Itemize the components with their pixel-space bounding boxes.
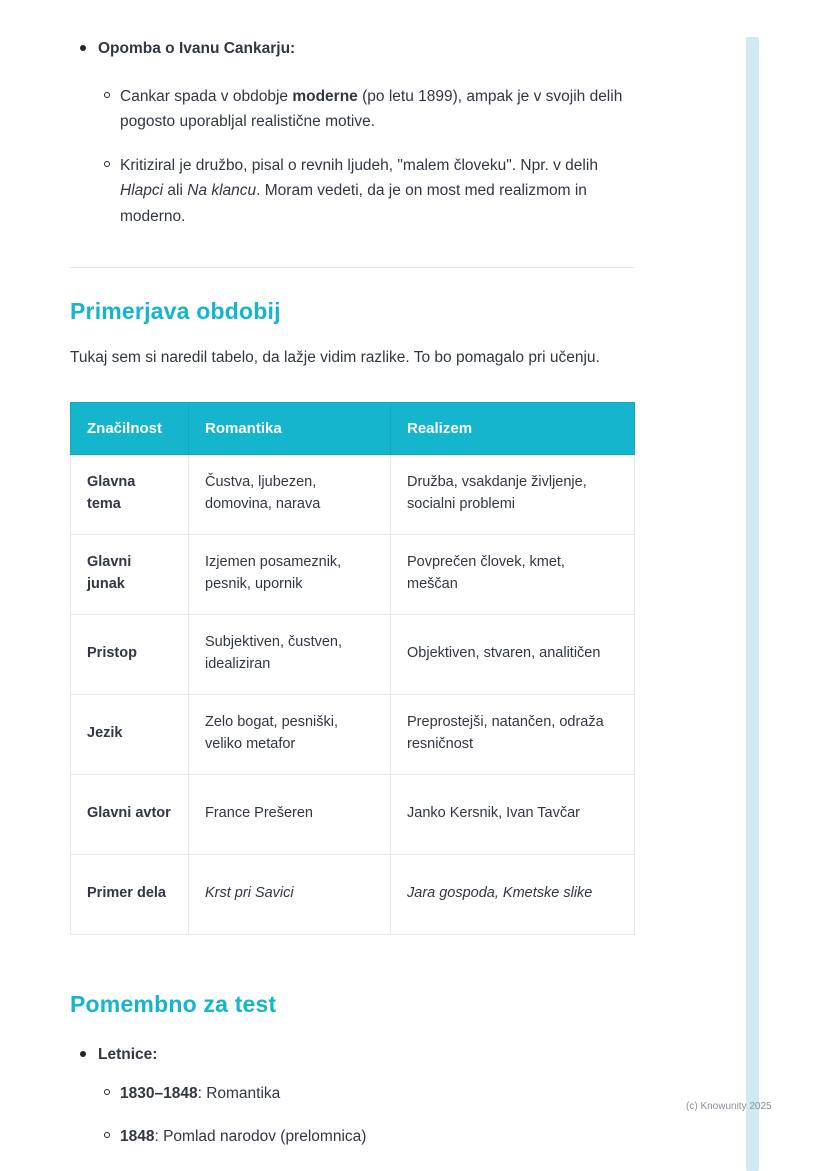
- cell-feature: Primer dela: [71, 854, 189, 934]
- cell-feature: Jezik: [71, 694, 189, 774]
- bullet-circle-icon: [104, 1132, 110, 1138]
- footer-credit: (c) Knowunity 2025: [686, 1101, 772, 1112]
- note-sub1-post: (po letu 1899), ampak je v svojih delih pogosto uporabljal realistične motive.: [120, 87, 623, 131]
- comparison-table: [70, 402, 635, 935]
- comparison-intro: Tukaj sem si naredil tabelo, da lažje vidim razlike. To bo pomagalo pri učenju.: [70, 349, 600, 367]
- note-sub1-pre: Cankar spada v obdobje: [120, 87, 293, 105]
- document-content: [70, 36, 634, 1149]
- bullet-circle-icon: [104, 161, 110, 167]
- table-header-row: [71, 402, 635, 454]
- note-title: Opomba o Ivanu Cankarju:: [98, 40, 296, 57]
- cell-romantika: Čustva, ljubezen, domovina, narava: [189, 454, 391, 534]
- table-row: [71, 854, 635, 934]
- bullet-circle-icon: [104, 1089, 110, 1095]
- note-sub2-pre: Kritiziral je družbo, pisal o revnih ljudeh, "malem človeku". Npr. v delih: [120, 156, 598, 174]
- note-sub1-bold: moderne: [292, 87, 358, 105]
- note-sub-bullet-1: [70, 84, 634, 135]
- note-sub-bullet-2: [70, 153, 634, 230]
- note-sub2-title1: Hlapci: [120, 182, 164, 200]
- bullet-disc-icon: [80, 1051, 86, 1057]
- section-divider: [70, 267, 634, 268]
- note-sub-text-1: [120, 84, 634, 135]
- cell-feature: Pristop: [71, 614, 189, 694]
- cell-realizem: Objektiven, stvaren, analitičen: [391, 614, 635, 694]
- note-sub2-title2: Na klancu: [187, 182, 257, 200]
- test-item1-years: 1830–1848: [120, 1085, 198, 1103]
- note-sub2-mid: ali: [163, 182, 188, 200]
- cell-realizem: Jara gospoda, Kmetske slike: [391, 854, 635, 934]
- table-row: [71, 614, 635, 694]
- cell-romantika: Zelo bogat, pesniški, veliko metafor: [189, 694, 391, 774]
- page-edge-strip: [746, 37, 759, 1171]
- bullet-circle-icon: [104, 92, 110, 98]
- header-romantika: Romantika: [189, 402, 391, 454]
- cell-romantika: Subjektiven, čustven, idealiziran: [189, 614, 391, 694]
- comparison-heading: Primerjava obdobij: [70, 298, 281, 325]
- test-item-text-1: [120, 1081, 280, 1107]
- cell-feature: Glavna tema: [71, 454, 189, 534]
- test-item1-rest: : Romantika: [197, 1085, 281, 1103]
- table-row: [71, 454, 635, 534]
- table-row: [71, 694, 635, 774]
- cell-realizem: Janko Kersnik, Ivan Tavčar: [391, 774, 635, 854]
- table-row: [71, 774, 635, 854]
- header-realizem: Realizem: [391, 402, 635, 454]
- test-bullets: [70, 1042, 634, 1150]
- bullet-disc-icon: [80, 45, 86, 51]
- note-sub-text-2: [120, 153, 634, 230]
- cell-realizem: Povprečen človek, kmet, meščan: [391, 534, 635, 614]
- test-item2-year: 1848: [120, 1127, 155, 1145]
- test-bullet-title: Letnice:: [98, 1045, 158, 1063]
- cell-romantika: Krst pri Savici: [189, 854, 391, 934]
- test-item2-rest: : Pomlad narodov (prelomnica): [154, 1127, 367, 1145]
- cell-romantika: France Prešeren: [189, 774, 391, 854]
- cell-realizem: Družba, vsakdanje življenje, socialni problemi: [391, 454, 635, 534]
- cell-feature: Glavni avtor: [71, 774, 189, 854]
- note-sub2-post: . Moram vedeti, da je on most med realizmom in moderno.: [120, 182, 587, 225]
- test-heading: Pomembno za test: [70, 990, 277, 1017]
- cell-realizem: Preprostejši, natančen, odraža resničnost: [391, 694, 635, 774]
- test-item-2: [70, 1124, 634, 1150]
- cell-romantika: Izjemen posameznik, pesnik, upornik: [189, 534, 391, 614]
- test-item-text-2: [120, 1124, 366, 1150]
- test-section: [70, 991, 634, 1150]
- note-title-bullet: [70, 36, 634, 62]
- test-item-1: [70, 1081, 634, 1107]
- test-title-bullet: [70, 1042, 634, 1068]
- table-row: [71, 534, 635, 614]
- cell-feature: Glavni junak: [71, 534, 189, 614]
- header-znacilnost: Značilnost: [71, 402, 189, 454]
